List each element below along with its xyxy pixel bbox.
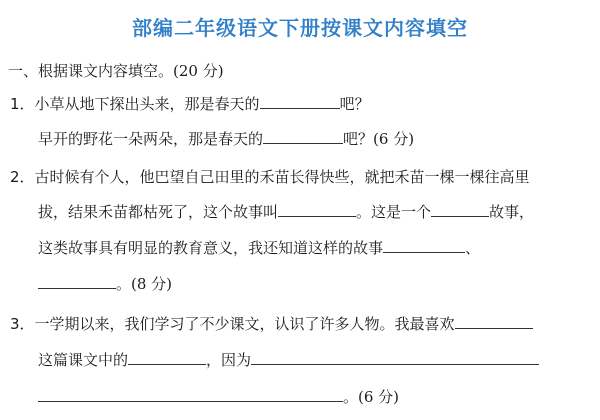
q3-blank-character[interactable] — [128, 350, 206, 365]
q2-line3-end: 、 — [465, 239, 481, 257]
q3-line-2 — [38, 349, 539, 370]
q1-points: (6 分) — [373, 130, 415, 148]
q1-number: 1． — [10, 95, 35, 113]
q2-blank-example-2[interactable] — [38, 274, 116, 289]
q2-line-1 — [10, 166, 530, 187]
q2-points: (8 分) — [131, 275, 173, 293]
q3-blank-lesson[interactable] — [455, 314, 533, 329]
section-heading-text: 一、根据课文内容填空。 — [8, 62, 174, 80]
q3-line-1 — [10, 313, 533, 334]
q3-blank-reason-1[interactable] — [251, 350, 539, 365]
q2-line2-end: 故事， — [489, 203, 535, 221]
q2-line2-text: 拔，结果禾苗都枯死了，这个故事叫 — [38, 203, 279, 221]
q3-number: 3． — [10, 315, 35, 333]
q1-line2-end: 吧？ — [343, 130, 374, 148]
q3-line-3 — [38, 386, 399, 407]
q1-line1-end: 吧？ — [339, 95, 370, 113]
q2-line3-text: 这类故事具有明显的教育意义，我还知道这样的故事 — [38, 239, 384, 257]
q2-line2-mid: 。这是一个 — [356, 203, 432, 221]
q2-blank-story-name[interactable] — [278, 202, 356, 217]
section-points: (20 分) — [173, 62, 224, 80]
q1-line-1 — [10, 93, 370, 114]
q2-line-2 — [38, 201, 534, 222]
q2-line-3 — [38, 237, 480, 258]
q2-line-4 — [38, 273, 172, 294]
q3-points: (6 分) — [358, 388, 400, 406]
q2-blank-example-1[interactable] — [383, 238, 465, 253]
q1-blank-1[interactable] — [260, 94, 340, 109]
q2-number: 2． — [10, 168, 35, 186]
q1-line-2 — [38, 128, 414, 149]
q2-line1-text: 古时候有个人，他巴望自己田里的禾苗长得快些，就把禾苗一棵一棵往高里 — [34, 168, 530, 186]
q3-line2-text: 这篇课文中的 — [38, 351, 129, 369]
q3-line3-end: 。 — [343, 388, 359, 406]
page-title: 部编二年级语文下册按课文内容填空 — [132, 16, 468, 40]
q2-line4-end: 。 — [116, 275, 132, 293]
q1-line2-text: 早开的野花一朵两朵，那是春天的 — [38, 130, 264, 148]
q2-blank-story-type[interactable] — [431, 202, 489, 217]
q3-line1-text: 一学期以来，我们学习了不少课文，认识了许多人物。我最喜欢 — [34, 315, 455, 333]
q3-line2-mid: ，因为 — [206, 351, 252, 369]
section-heading — [8, 60, 224, 81]
q3-blank-reason-2[interactable] — [38, 387, 343, 402]
q1-line1-text: 小草从地下探出头来，那是春天的 — [34, 95, 260, 113]
q1-blank-2[interactable] — [263, 129, 343, 144]
